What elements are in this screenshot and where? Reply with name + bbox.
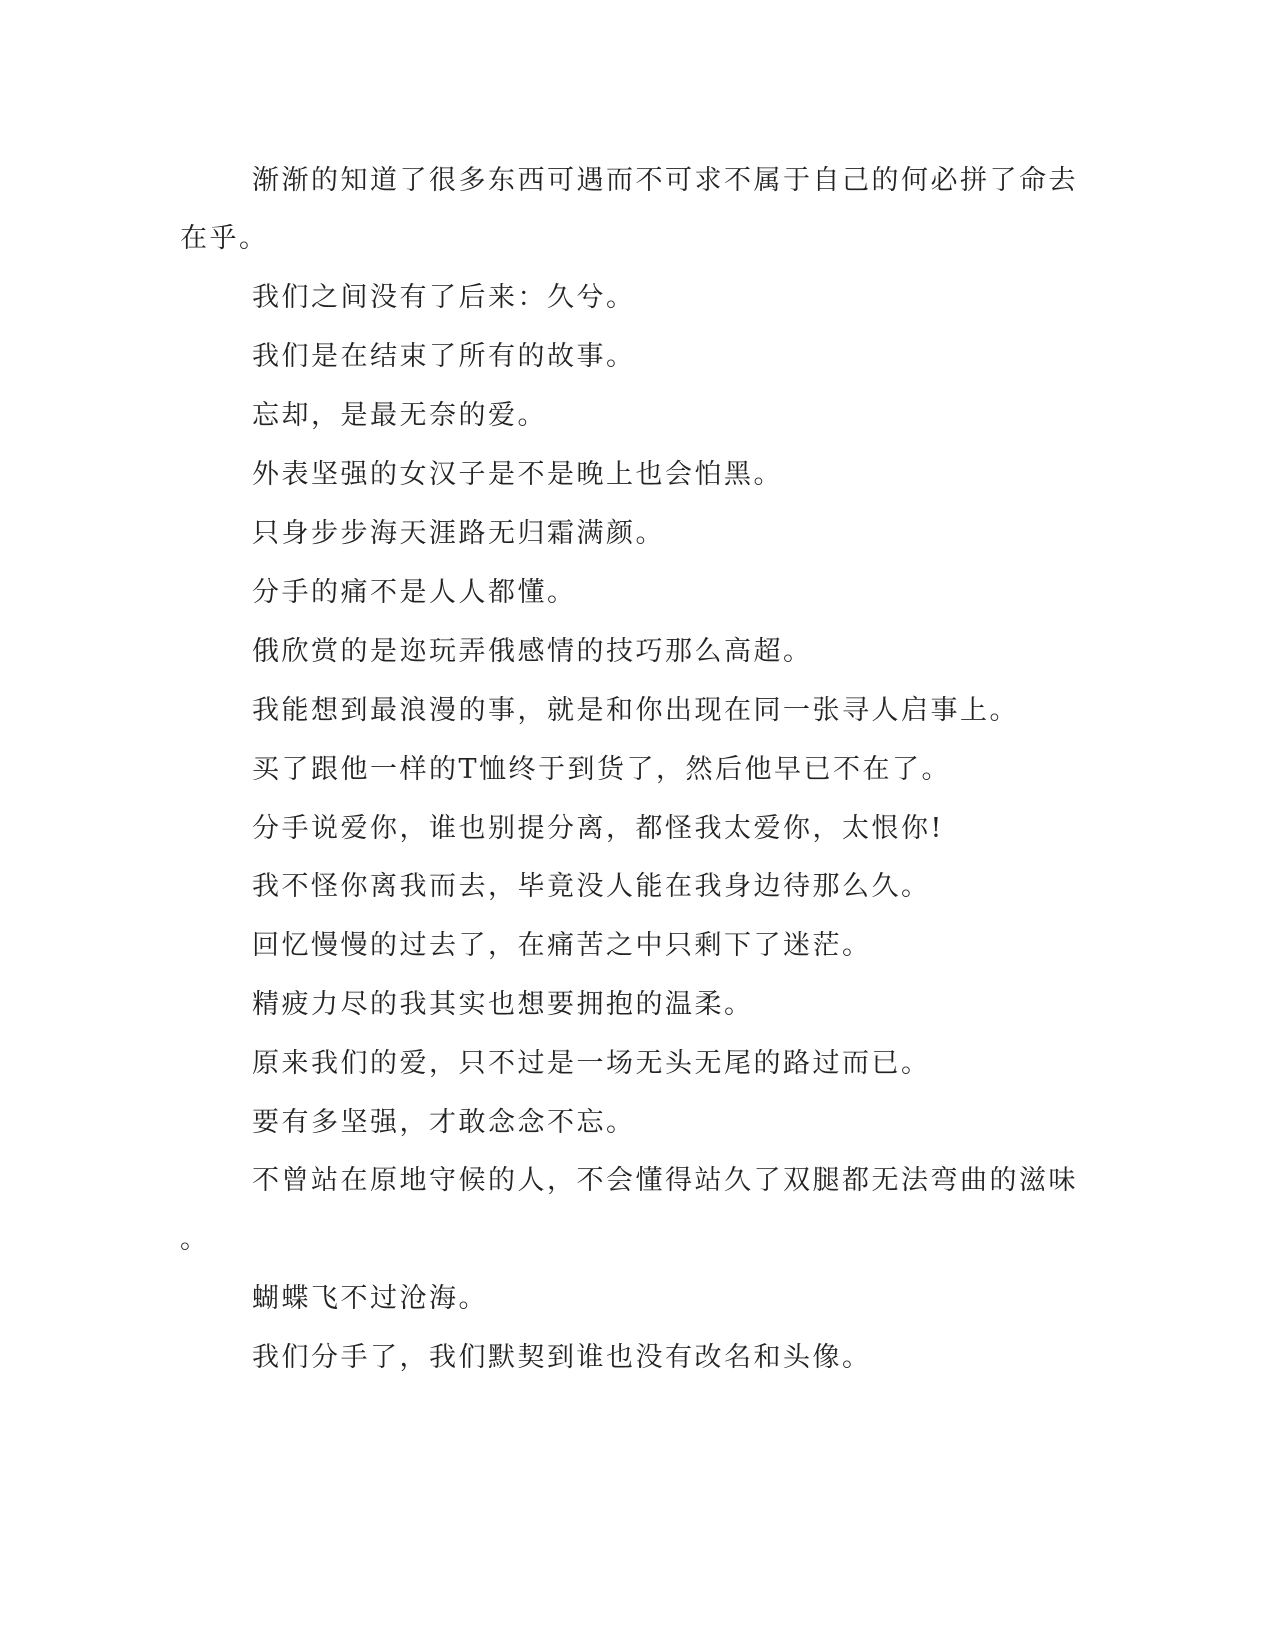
text-line: 我不怪你离我而去，毕竟没人能在我身边待那么久。 (252, 871, 931, 902)
text-line: 分手的痛不是人人都懂。 (252, 577, 577, 608)
text-line: 原来我们的爱，只不过是一场无头无尾的路过而已。 (252, 1048, 931, 1079)
text-line: 精疲力尽的我其实也想要拥抱的温柔。 (252, 989, 754, 1020)
text-line: 外表坚强的女汉子是不是晚上也会怕黑。 (252, 459, 783, 490)
text-line: 忘却，是最无奈的爱。 (252, 400, 547, 431)
text-line: 蝴蝶飞不过沧海。 (252, 1283, 488, 1314)
text-line: 回忆慢慢的过去了，在痛苦之中只剩下了迷茫。 (252, 930, 872, 961)
text-line: 。 (180, 1224, 210, 1255)
text-line: 我们之间没有了后来：久兮。 (252, 282, 636, 313)
text-line: 买了跟他一样的T恤终于到货了，然后他早已不在了。 (252, 754, 952, 785)
text-line: 不曾站在原地守候的人，不会懂得站久了双腿都无法弯曲的滋味 (252, 1165, 1078, 1196)
text-line: 只身步步海天涯路无归霜满颜。 (252, 518, 665, 549)
text-line: 渐渐的知道了很多东西可遇而不可求不属于自己的何必拼了命去 (252, 165, 1078, 196)
text-line: 俄欣赏的是迩玩弄俄感情的技巧那么高超。 (252, 636, 813, 667)
text-line: 要有多坚强，才敢念念不忘。 (252, 1107, 636, 1138)
text-line: 在乎。 (180, 223, 269, 254)
text-line: 分手说爱你，谁也别提分离，都怪我太爱你，太恨你! (252, 813, 944, 844)
text-line: 我们是在结束了所有的故事。 (252, 341, 636, 372)
text-line: 我们分手了，我们默契到谁也没有改名和头像。 (252, 1342, 872, 1373)
text-line: 我能想到最浪漫的事，就是和你出现在同一张寻人启事上。 (252, 695, 1019, 726)
